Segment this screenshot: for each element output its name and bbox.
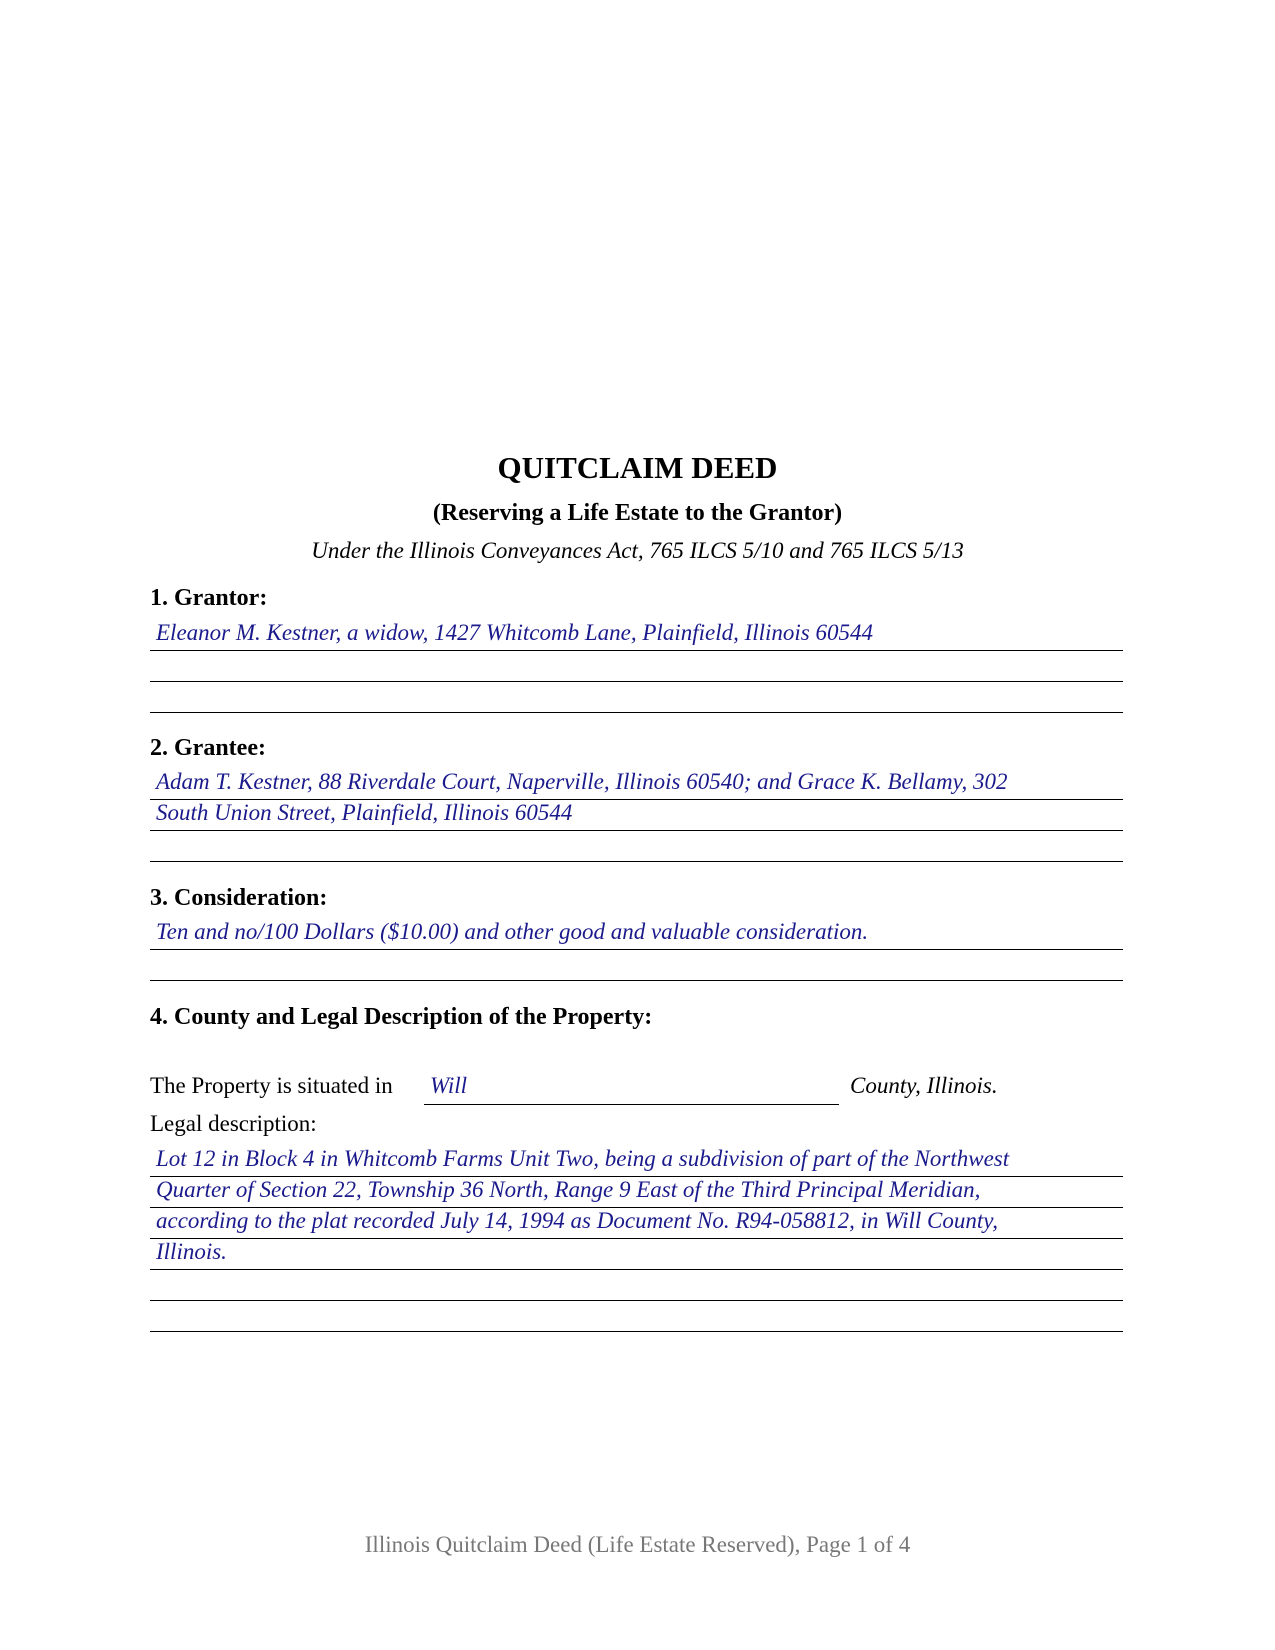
legal-line-3[interactable]: according to the plat recorded July 14, 1994 as Document No. R94-058812, in Will County, (156, 1208, 998, 1233)
consideration-rule-2 (150, 980, 1123, 981)
consideration-heading: 3. Consideration: (150, 885, 328, 911)
situated-label: The Property is situated in (150, 1073, 393, 1098)
legal-line-1[interactable]: Lot 12 in Block 4 in Whitcomb Farms Unit Two, being a subdivision of part of the Northwest (156, 1146, 1010, 1171)
page-footer: Illinois Quitclaim Deed (Life Estate Reserved), Page 1 of 4 (364, 1532, 911, 1557)
legal-description-label: Legal description: (150, 1111, 317, 1136)
legal-rule-3 (150, 1238, 1123, 1239)
consideration-rule-1 (150, 949, 1123, 950)
grantee-line-1[interactable]: Adam T. Kestner, 88 Riverdale Court, Naperville, Illinois 60540; and Grace K. Bellamy, 302 (156, 769, 1008, 794)
grantee-rule-2 (150, 830, 1123, 831)
grantee-heading: 2. Grantee: (150, 735, 266, 761)
county-suffix: County, Illinois. (850, 1073, 998, 1098)
legal-rule-6 (150, 1331, 1123, 1332)
page-title: QUITCLAIM DEED (497, 450, 778, 485)
consideration-line-1[interactable]: Ten and no/100 Dollars ($10.00) and other good and valuable consideration. (156, 919, 869, 944)
grantor-rule-3 (150, 712, 1123, 713)
grantor-rule-1 (150, 650, 1123, 651)
grantor-line-1[interactable]: Eleanor M. Kestner, a widow, 1427 Whitcomb Lane, Plainfield, Illinois 60544 (156, 620, 874, 645)
county-field[interactable]: Will (430, 1073, 468, 1098)
legal-rule-4 (150, 1269, 1123, 1270)
grantor-heading: 1. Grantor: (150, 585, 268, 611)
statute-reference: Under the Illinois Conveyances Act, 765 ILCS 5/10 and 765 ILCS 5/13 (311, 538, 964, 563)
legal-line-4[interactable]: Illinois. (156, 1239, 227, 1264)
grantee-rule-3 (150, 861, 1123, 862)
legal-rule-5 (150, 1300, 1123, 1301)
property-heading: 4. County and Legal Description of the Property: (150, 1004, 653, 1030)
page-subtitle: (Reserving a Life Estate to the Grantor) (432, 500, 843, 526)
county-rule (424, 1104, 839, 1105)
grantee-line-2[interactable]: South Union Street, Plainfield, Illinois 60544 (156, 800, 573, 825)
grantor-rule-2 (150, 681, 1123, 682)
legal-line-2[interactable]: Quarter of Section 22, Township 36 North, Range 9 East of the Third Principal Meridian, (156, 1177, 981, 1202)
